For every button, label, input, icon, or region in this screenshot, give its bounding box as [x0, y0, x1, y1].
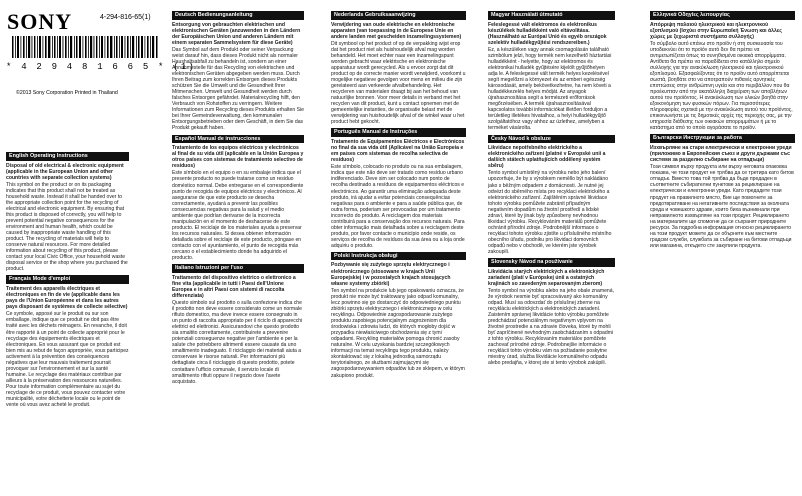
section-polish	[331, 252, 466, 379]
section-header: Česky Návod k obsluze	[488, 135, 615, 144]
column-4	[488, 11, 615, 369]
section-slovak	[488, 258, 615, 366]
section-header: Български Инструкции за работа	[650, 134, 795, 143]
section-header: Slovensky Návod na používanie	[488, 258, 615, 267]
section-italian	[172, 264, 304, 385]
section-header: Português Manual de Instruções	[331, 128, 466, 137]
section-subtitle: Απόρριψη παλαιού ηλεκτρικού και ηλεκτρονικού εξοπλισμού (Ισχύει στην Ευρωπαϊκή Ένωση και άλλες χώρες με ξεχωριστά συστήματα συλλογής)	[650, 21, 782, 40]
section-subtitle: Tratamento de Equipamentos Eléctricos e Electrónicos no final da sua vida útil (Aplicável na União Europeia e em países com sistemas de recolha selectiva de resíduos)	[331, 138, 465, 164]
section-body: Ez, a készüléken vagy annak csomagolásán található szimbólum jelzi, hogy termék nem kezelhető háztartási hulladékként - helyette, hogy az elektromos és elektronikai hulladék gyűjtésére kijelölt gyűjtőhelyen adja le. A feleslegessé vált termék helyes kezelésével segít megelőzni a környezet és az emberi egészség károsodását, amely bekövetkezhetne, ha nem követi a hulladékkezelés helyes módját. Az anyagok újrahasznosítása segít a természeti erőforrások megőrzésében. A termék újrahasznosításával kapcsolatos további információkat illetően forduljon a területileg illetékes hivatalhoz, a helyi hulladékgyűjtő szolgáltatóhoz vagy ahhoz az üzlethez, amelyben a terméket vásárolta.	[488, 46, 612, 132]
column-1	[6, 152, 129, 411]
section-subtitle: Traitement des appareils électriques et électroniques en fin de vie (applicable dans les pays de l'Union Européenne et dans les autres pays disposant de systèmes de collecte sélective)	[6, 285, 128, 311]
section-subtitle: Entsorgung von gebrauchten elektrischen und elektronischen Geräten (anzuwenden in den Ländern der Europäischen Union und anderen Ländern mit einem separaten Sammelsystem für diese Geräte)	[172, 21, 301, 46]
section-header: English Operating Instructions	[6, 152, 129, 161]
section-subtitle: Feleslegessé vált elektromos és elektronikus készülékek hulladékként való eltávolítása. (Használható az Európai Unió és egyéb országok szelektív hulladékgyűjtési rendszereiben.)	[488, 21, 607, 46]
section-french	[6, 275, 129, 408]
section-body: Este símbolo en el equipo o en su embalaje indica que el presente producto no puede tratarse como un residuo doméstico normal. Debe entregarse en el correspondiente punto de recogida de equipos eléctricos y electrónicos. Al asegurarse de que este producto se desecha correctamente, ayudará a prevenir las posibles consecuencias negativas para la salud y el medio ambiente que podrían derivarse de la incorrecta manipulación en el momento de deshacerse de este producto. El reciclaje de los materiales ayuda a preservar los recursos naturales. Si desea obtener información detallada sobre el reciclaje de este producto, póngase en contacto con el ayuntamiento, el punto de recogida más cercano o el establecimiento donde ha adquirido el producto.	[172, 170, 304, 262]
section-subtitle: Trattamento del dispositivo elettrico o elettronico a fine vita (applicabile in tutti i Paesi dell'Unione Europea e in altri Paesi con sistemi di raccolta differenziata)	[172, 274, 296, 299]
section-greek	[650, 11, 795, 131]
section-body: Dit symbool op het product of op de verpakking wijst erop dat het product niet als huishoudelijk afval mag worden behandeld. Het moet echter naar een inzamelingspunt worden gebracht waar elektrische en elektronische apparatuur wordt gerecycled. Als u ervoor zorgt dat dit product op de correcte manier wordt verwijderd, voorkomt u mogelijke negatieve gevolgen voor mens en milieu die zijn gerelateerd aan verkeerde afvalbehandeling. Het recycleren van materialen draagt bij aan het behoud van natuurlijke bronnen. Voor meer details in verband met het recyclen van dit product, kunt u contact opnemen met de gemeentelijke instanties, de organisatie belast met de verwijdering van huishoudelijk afval of de winkel waar u het product hebt gekocht.	[331, 40, 466, 126]
section-header: Polski Instrukcja obsługi	[331, 252, 466, 261]
column-3	[331, 11, 466, 382]
section-body: Questo simbolo sul prodotto o sulla confezione indica che il prodotto non deve essere considerato come un normale rifiuto domestico, ma deve invece essere consegnato in un punto di raccolta appropriato per il riciclo di apparecchi elettrici ed elettronici. Assicurandovi che questo prodotto sia smaltito correttamente, contribuirete a prevenire potenziali conseguenze negative per l'ambiente e per la salute che potrebbero altrimenti essere causate da uno smaltimento inadeguato. Il riciclaggio dei materiali aiuta a conservare le risorse naturali. Per informazioni più dettagliate circa il riciclaggio di questo prodotto, potete contattare l'ufficio comunale, il servizio locale di smaltimento rifiuti oppure il negozio dove l'avete acquistato.	[172, 299, 303, 385]
section-body: Tento symbol na výrobku alebo na jeho obale znamená, že výrobok nesmie byť spracovávaný ako komunálny odpad. Musí sa odovzdať do príslušnej zberne na recykláciu elektrických a elektronických zariadení. Zaistením správnej likvidácie tohto výrobku pomôžete predchádzať potenciálnym negatívnym vplyvom na životné prostredie a na zdravie človeka, ktoré by mohli byť zapríčinené nevhodným zaobchádzaním s odpadmi z tohto výrobku. Recyklovaním materiálov pomôžete zachovať prírodné zdroje. Podrobnejšie informácie o recyklácii tohto výrobku vám na požiadanie poskytne miestny úrad, služba likvidácie komunálneho odpadu alebo predajňa, v ktorej ste si tento výrobok zakúpili.	[488, 287, 615, 367]
section-subtitle: Tratamiento de los equipos eléctricos y electrónicos al final de su vida útil (aplicable en la Unión Europea y otros países con sistemas de tratamiento selectivo de residuos)	[172, 145, 304, 170]
column-2	[172, 11, 304, 388]
section-body: Das Symbol auf dem Produkt oder seiner Verpackung weist darauf hin, dass dieses Produkt nicht als normaler Haushaltsabfall zu behandeln ist, sondern an einer Annahmestelle für das Recycling von elektrischen und elektronischen Geräten abgegeben werden muss. Durch Ihren Beitrag zum korrekten Entsorgen dieses Produkts schützen Sie die Umwelt und die Gesundheit Ihrer Mitmenschen. Umwelt und Gesundheit werden durch falsches Entsorgen gefährdet. Materialrecycling hilft, den Verbrauch von Rohstoffen zu verringern. Weitere Informationen zum Recycling dieses Produkts erhalten Sie bei Ihrer Gemeindeverwaltung, den kommunalen Entsorgungsbetrieben oder dem Geschäft, in dem Sie das Produkt gekauft haben.	[172, 46, 304, 132]
section-body: Το σύμβολο αυτό επάνω στο προϊόν ή στη συσκευασία του υποδεικνύει ότι το προϊόν αυτό δεν θα πρέπει να αντιμετωπίζεται όπως τα συνηθισμένα οικιακά απορρίμματα. Αντίθετα θα πρέπει να παραδίδεται στο κατάλληλο σημείο συλλογής για την ανακύκλωση ηλεκτρικού και ηλεκτρονικού εξοπλισμού. Εξασφαλίζοντας ότι το προϊόν αυτό απορρίπτεται σωστά, βοηθάτε στο να αποτραπούν πιθανές αρνητικές επιπτώσεις στην ανθρώπινη υγεία και στο περιβάλλον που θα προέκυπταν από την ακατάλληλη διαχείριση των αποβλήτων αυτού του προϊόντος. Η ανακύκλωση των υλικών βοηθά στην εξοικονόμηση των φυσικών πόρων. Για περισσότερες πληροφορίες σχετικά με την ανακύκλωση αυτού του προϊόντος, επικοινωνήστε με τις δημοτικές αρχές της περιοχής σας, με την υπηρεσία διάθεσης των οικιακών απορριμμάτων ή με το κατάστημα από το οποίο αγοράσατε το προϊόν.	[650, 40, 793, 132]
section-body: Tento symbol umístěný na výrobku nebo jeho balení upozorňuje, že by s výrobkem neměllo být nakládáno jako s běžným odpadem z domácnosti. Je nutné jej odvézt do sběrného místa pro recyklaci elektrického a elektronického zařízení. Zajištěním správné likvidace tohoto výrobku pomůžete zabránit případným negativním dopadům na životní prostředí a lidské zdraví, které by jinak byly způsobeny nevhodnou likvidací výrobku. Recyklováním materiálů pomůžete ochránit přírodní zdroje. Podrobnější informace o recyklaci tohoto výrobku zjistíte u příslušného místního obecního úřadu, podniku pro likvidaci domovních odpadů nebo v obchodě, ve kterém jste výrobek zakoupili.	[488, 170, 612, 256]
section-body: Ten symbol na produkcie lub jego opakowaniu oznacza, że produkt nie może być traktowany jako odpad komunalny, lecz powinno się go dostarczyć do odpowiedniego punktu zbiórki sprzętu elektrycznego i elektronicznego w celu recyklingu. Odpowiednie zagospodarowanie zużytego produktu zapobiega potencjalnym zagrożeniom dla środowiska i zdrowia ludzi, do których mogłoby dojść w przypadku niewłaściwego obchodzenia się z tymi odpadami. Recykling materiałów pomoga chronić zasoby naturalne. W celu uzyskania bardziej szczegółowych informacji na temat recyklingu tego produktu, należy skontaktować się z lokalną jednostką samorządu terytorialnego, ze służbami zajmującymi się zagospodarowywaniem odpadów lub ze sklepem, w którym zakupiono produkt.	[331, 287, 465, 379]
part-number: 4-294-816-65(1)	[100, 14, 151, 21]
section-hungarian	[488, 11, 615, 132]
section-dutch	[331, 11, 466, 125]
section-portuguese	[331, 128, 466, 249]
section-spanish	[172, 135, 304, 262]
section-english	[6, 152, 129, 272]
column-5	[650, 11, 795, 252]
section-header: Nederlands Gebruiksaanwijzing	[331, 11, 466, 20]
sony-logo: SONY	[7, 9, 73, 34]
section-bulgarian	[650, 134, 795, 248]
barcode-digits: * 4 2 9 4 8 1 6 6 5 * (1)	[6, 62, 197, 72]
section-body: This symbol on the product or on its packaging indicates that this product shall not be treated as household waste. Instead it shall be handed over to the appropriate collection point for the recycling of electrical and electronic equipment. By ensuring that this product is disposed of correctly, you will help to prevent potential negative consequences for the environment and human health, which could be caused by inappropriate waste handling of this product. The recycling of materials will help to conserve natural resources. For more detailed information about recycling of this product, please contact your local Civic Office, your household waste disposal service or the shop where you purchased the product.	[6, 181, 128, 273]
barcode-image	[12, 36, 158, 58]
section-subtitle: Verwijdering van oude elektrische en elektronische apparaten (van toepassing in de Europese Unie en andere landen met gescheiden inzamelingssystemen)	[331, 21, 462, 40]
section-header: Español Manual de instrucciones	[172, 135, 304, 144]
section-header: Français Mode d'emploi	[6, 275, 129, 284]
section-subtitle: Pozbywanie się zużytego sprzętu elektrycznego i elektronicznego (stosowane w krajach Unii Europejskiej i w pozostałych krajach stosujących własne systemy zbiórki)	[331, 262, 451, 287]
section-header: Magyar Használati útmutató	[488, 11, 615, 20]
section-czech	[488, 135, 615, 256]
section-header: Deutsch Bedienungsanleitung	[172, 11, 304, 20]
section-header: Ελληνικά Οδηγίες λειτουργίας	[650, 11, 795, 20]
section-subtitle: Disposal of old electrical & electronic equipment (applicable in the European Union and other countries with separate collection systems)	[6, 162, 124, 181]
section-german	[172, 11, 304, 132]
section-subtitle: Изхвърляне на стари електрически и електронни уреди (приложимо в Европейския съюз и други държави със системи за разделно събиране на отпадъци)	[650, 144, 792, 164]
section-body: Este símbolo, colocado no produto ou na sua embalagem, indica que este não deve ser tratado como resíduo urbano indiferenciado. Deve sim ser colocado num ponto de recolha destinado a resíduos de equipamentos eléctricos e electrónicos. Ao garantir uma eliminação adequada deste produto, irá ajudar a evitar potenciais consequências negativas para o ambiente e para a saúde pública que, de outra forma, poderiam ser provocadas por um tratamento incorrecto do produto. A reciclagem dos materiais contribuirá para a conservação dos recursos naturais. Para obter informação mais detalhada sobre a reciclagem deste produto, por favor contacte o município onde reside, os serviços de recolha de resíduos da sua área ou a loja onde adquiriu o produto.	[331, 164, 465, 249]
section-body: Ce symbole, apposé sur le produit ou sur son emballage, indique que ce produit ne doit pas être traité avec les déchets ménagers. En revanche, il doit être rapporté à un point de collecte approprié pour le recyclage des équipements électriques et électroniques. En vous assurant que ce produit est bien mis au rebut de façon appropriée, vous participez activement à la prévention des conséquences négatives que leur mauvais traitement pourrait provoquer sur l'environnement et sur la santé humaine. Le recyclage des matériaux contribue par ailleurs à la préservation des ressources naturelles. Pour toute information complémentaire au sujet du recyclage de ce produit, vous pouvez contacter votre municipalité, votre déchetterie locale ou le point de vente où vous avez acheté le produit.	[6, 311, 129, 409]
section-subtitle: Likvidácia starých elektrických a elektronických zariadení (platí v Európskej únii a ostatných krajinách so zavedeným separovaným zberom)	[488, 268, 605, 287]
copyright-line: ©2013 Sony Corporation Printed in Thailand	[16, 90, 118, 96]
section-body: Този символ върху продукта или върху неговата опаковка показва, че този продукт не трябва да се третира като битов отпадък. Вместо това той трябва да бъде предаден в съответните събирателни пунктове за рециклиране на електрически и електронни уреди. Като предадете този продукт на правилното място, Вие ще помогнете за предотвратяване на негативните последствия за околната среда и човешкото здраве, които биха възникнали при неправилното изхвърляне на този продукт. Рециклирането на материалите ще спомогне да се съхранят природните ресурси. За подробна информация относно рециклирането на този продукт можете да се обърнете към местните градски служби, службата за събиране на битови отпадъци или магазина, откъдето сте закупили продукта.	[650, 164, 794, 249]
section-header: Italiano Istruzioni per l'uso	[172, 264, 304, 273]
section-subtitle: Likvidace nepotřebného elektrického a elektronického zařízení (platné v Evropské unii a dalších státech uplatňujících oddělený systém sběru)	[488, 145, 606, 170]
